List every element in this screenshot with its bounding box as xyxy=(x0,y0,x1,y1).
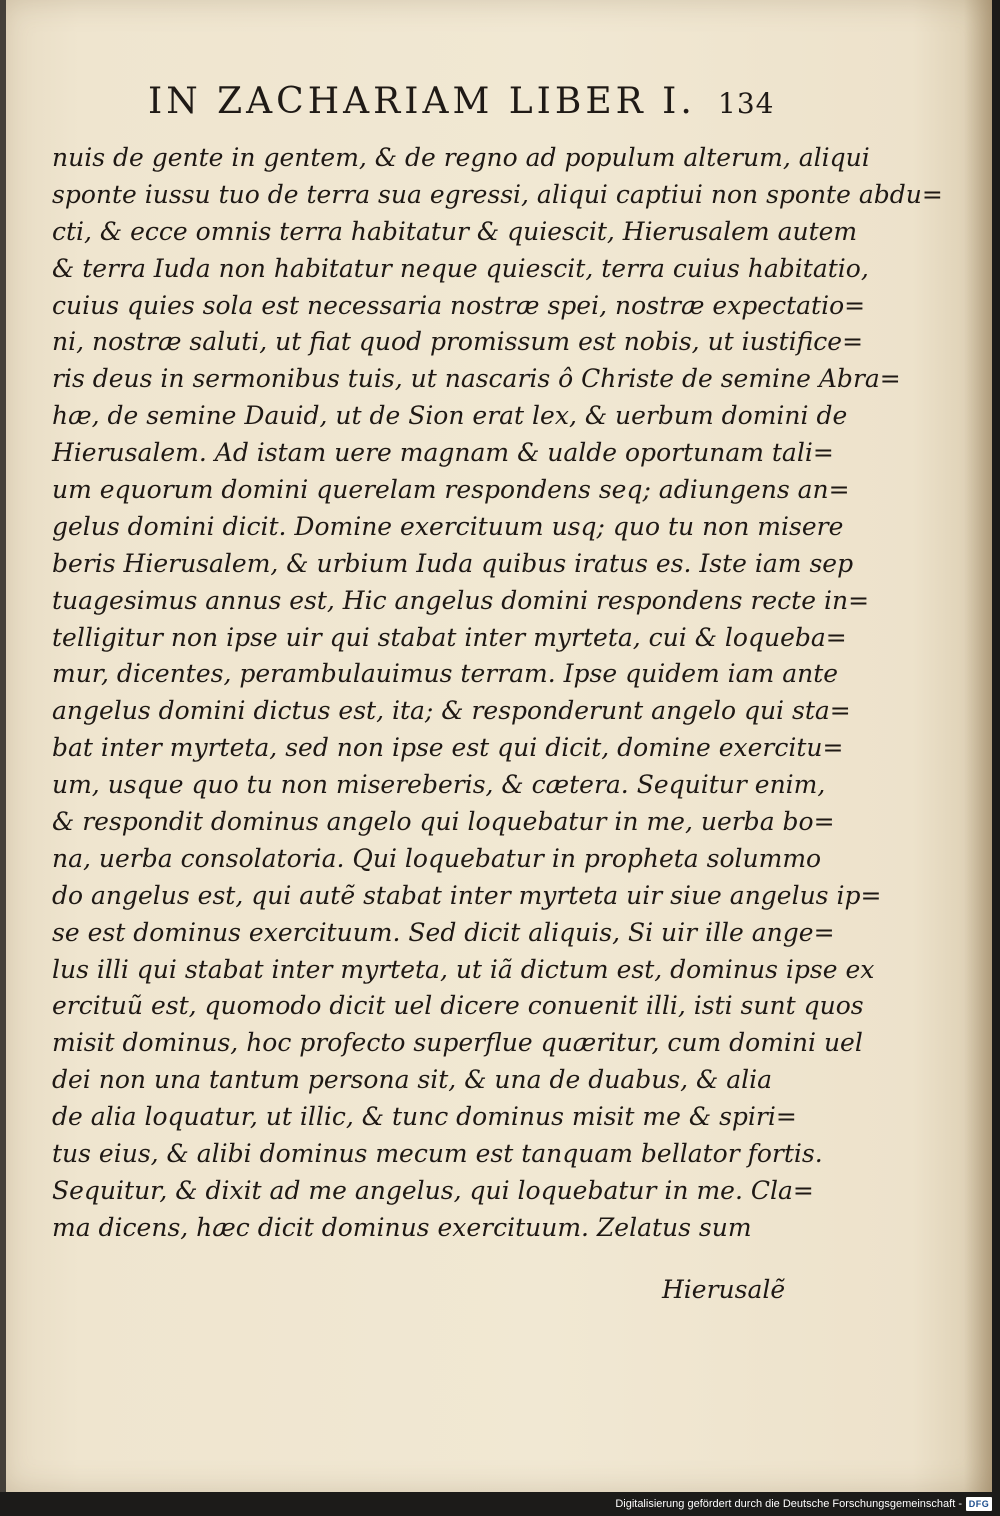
text-line: ni, nostræ saluti, ut fiat quod promissum est nobis, ut iustifice= xyxy=(52,327,864,357)
text-line: ercituũ est, quomodo dicit uel dicere conuenit illi, isti sunt quos xyxy=(52,991,864,1021)
text-line: telligitur non ipse uir qui stabat inter myrteta, cui & loqueba= xyxy=(52,622,847,652)
text-line: dei non una tantum persona sit, & una de duabus, & alia xyxy=(52,1065,773,1095)
text-line: hæ, de semine Dauid, ut de Sion erat lex, & uerbum domini de xyxy=(52,401,848,431)
text-line: tus eius, & alibi dominus mecum est tanquam bellator fortis. xyxy=(52,1139,823,1169)
text-line: Hierusalem. Ad istam uere magnam & ualde oportunam tali= xyxy=(52,438,834,468)
text-line: um equorum domini querelam respondens seq; adiungens an= xyxy=(52,475,850,505)
text-line: de alia loquatur, ut illic, & tunc dominus misit me & spiri= xyxy=(52,1102,797,1132)
running-title: IN ZACHARIAM LIBER I. xyxy=(148,81,696,122)
text-line: & respondit dominus angelo qui loquebatur in me, uerba bo= xyxy=(52,807,835,837)
text-line: um, usque quo tu non misereberis, & cætera. Sequitur enim, xyxy=(52,770,826,800)
text-line: tuagesimus annus est, Hic angelus domini respondens recte in= xyxy=(52,585,870,615)
catchword: Hierusalẽ xyxy=(662,1275,786,1304)
text-line: do angelus est, qui autẽ stabat inter myrteta uir siue angelus ip= xyxy=(52,880,882,910)
text-line: sponte iussu tuo de terra sua egressi, aliqui captiui non sponte abdu= xyxy=(52,179,943,209)
funding-note: Digitalisierung gefördert durch die Deutsche Forschungsgemeinschaft - xyxy=(615,1498,962,1510)
page-gutter xyxy=(0,0,6,1492)
text-line: angelus domini dictus est, ita; & responderunt angelo qui sta= xyxy=(52,696,851,726)
text-line: bat inter myrteta, sed non ipse est qui dicit, domine exercitu= xyxy=(52,733,844,763)
body-text xyxy=(52,140,943,1247)
dfg-logo-text: DFG xyxy=(968,1499,990,1509)
dfg-logo-icon xyxy=(966,1497,992,1511)
text-line: cti, & ecce omnis terra habitatur & quiescit, Hierusalem autem xyxy=(52,216,858,246)
text-line: & terra Iuda non habitatur neque quiescit, terra cuius habitatio, xyxy=(52,253,869,283)
text-line: Sequitur, & dixit ad me angelus, qui loquebatur in me. Cla= xyxy=(52,1175,814,1205)
text-line: ris deus in sermonibus tuis, ut nascaris ô Christe de semine Abra= xyxy=(52,364,901,394)
text-line: beris Hierusalem, & urbium Iuda quibus iratus es. Iste iam sep xyxy=(52,548,854,578)
page-edge-shadow xyxy=(964,0,992,1492)
text-line: ma dicens, hæc dicit dominus exercituum. Zelatus sum xyxy=(52,1212,752,1242)
text-line: cuius quies sola est necessaria nostræ spei, nostræ expectatio= xyxy=(52,290,866,320)
footer-bar xyxy=(0,1492,1000,1516)
text-line: gelus domini dicit. Domine exercituum usq; quo tu non misere xyxy=(52,511,844,541)
text-line: se est dominus exercituum. Sed dicit aliquis, Si uir ille ange= xyxy=(52,917,835,947)
text-line: na, uerba consolatoria. Qui loquebatur in propheta solummo xyxy=(52,843,822,873)
text-line: mur, dicentes, perambulauimus terram. Ipse quidem iam ante xyxy=(52,659,839,689)
page-header xyxy=(0,80,992,130)
text-line: nuis de gente in gentem, & de regno ad populum alterum, aliqui xyxy=(52,143,870,172)
page-number: 134 xyxy=(718,87,775,120)
text-line: misit dominus, hoc profecto superflue quæritur, cum domini uel xyxy=(52,1028,863,1058)
text-line: lus illi qui stabat inter myrteta, ut iã dictum est, dominus ipse ex xyxy=(52,954,875,984)
